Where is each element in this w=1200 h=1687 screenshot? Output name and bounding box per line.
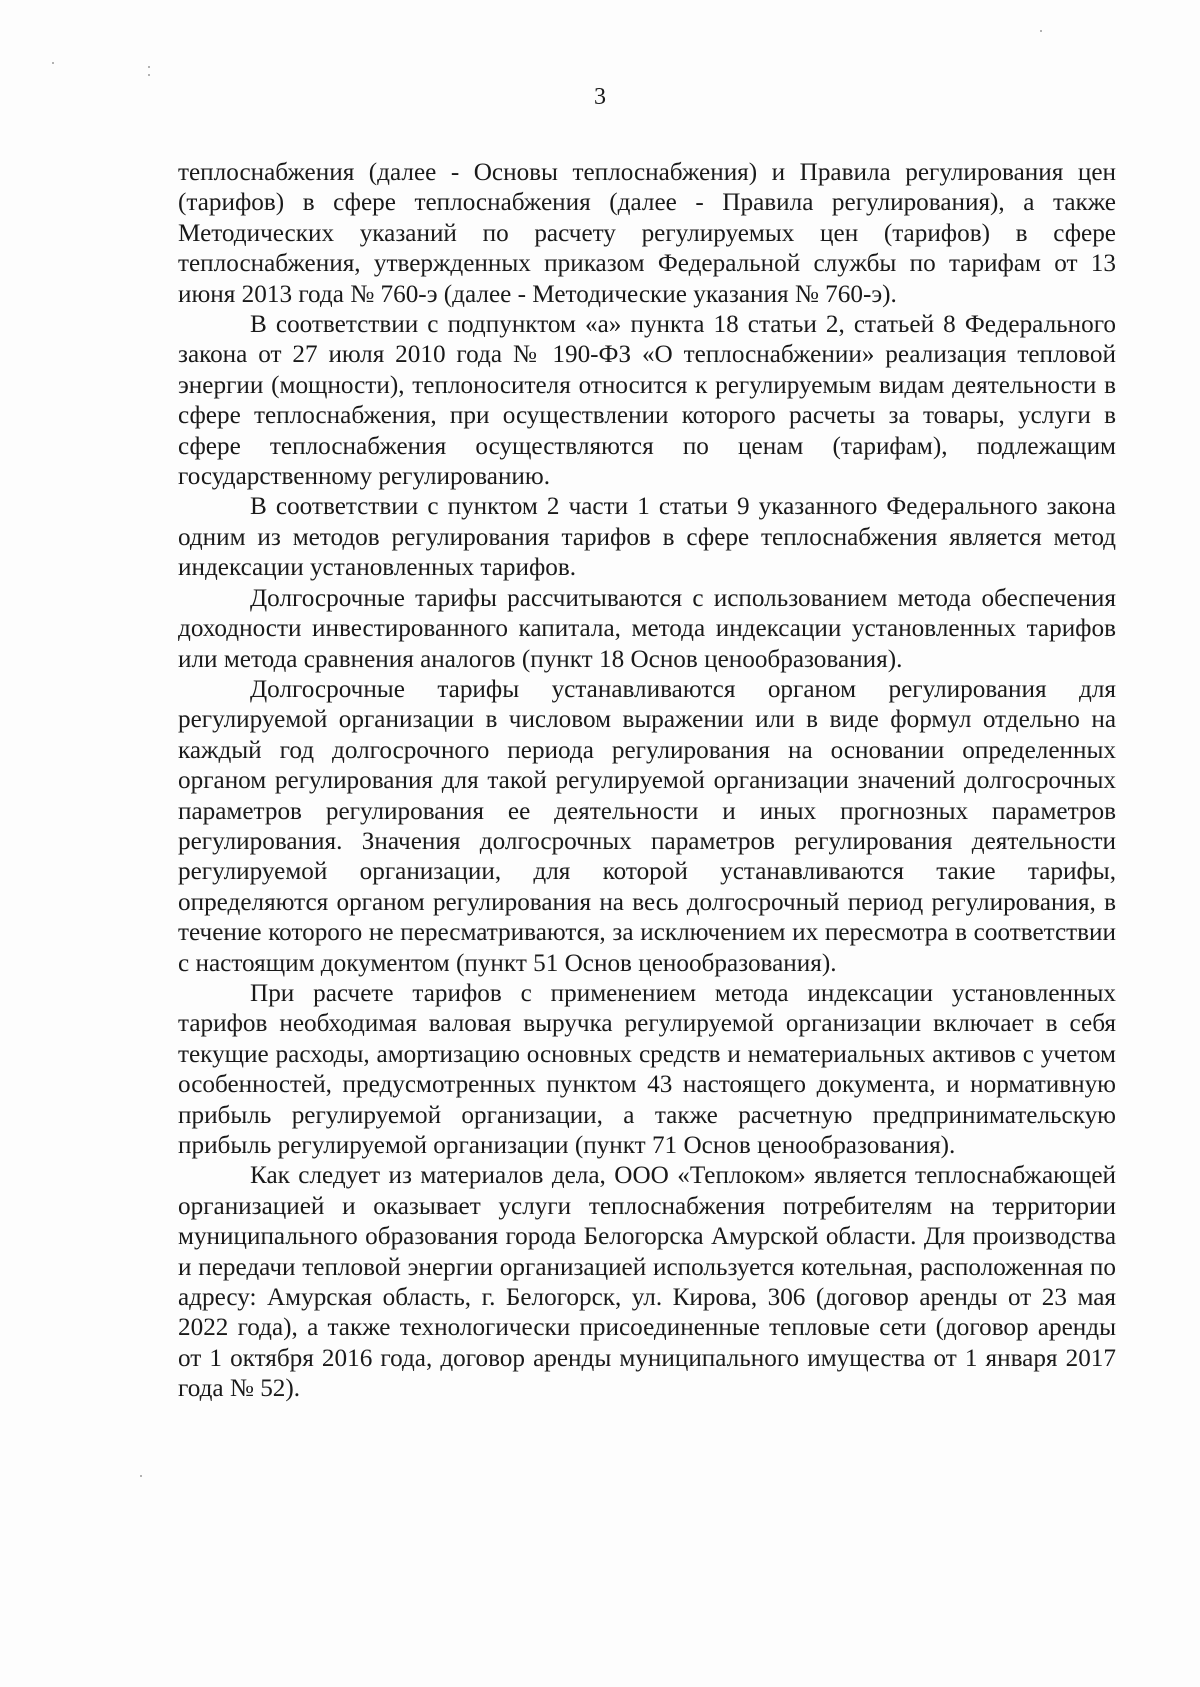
paragraph: При расчете тарифов с применением метода индексации установленных тарифов необходимая валовая выручка регулируемой организации включает в себя текущие расходы, амортизацию основных средств и нематериальных активов с учетом особенностей, предусмотренных пунктом 43 настоящего документа, и нормативную прибыль регулируемой организации, а также расчетную предпринимательскую прибыль регулируемой организации (пункт 71 Основ ценообразования). <box>178 979 1116 1159</box>
scan-speck <box>148 66 150 68</box>
paragraph: Как следует из материалов дела, ООО «Теплоком» является теплоснабжающей организацией и оказывает услуги теплоснабжения потребителям на территории муниципального образования города Белогорска Амурской области. Для производства и передачи тепловой энергии организацией используется котельная, расположенная по адресу: Амурская область, г. Белогорск, ул. Кирова, 306 (договор аренды от 23 мая 2022 года), а также технологически присоединенные тепловые сети (договор аренды от 1 октября 2016 года, договор аренды муниципального имущества от 1 января 2017 года № 52). <box>178 1162 1116 1403</box>
paragraph: теплоснабжения (далее - Основы теплоснабжения) и Правила регулирования цен (тарифов) в сфере теплоснабжения (далее - Правила регулирования), а также Методических указаний по расчету регулируемых цен (тарифов) в сфере теплоснабжения, утвержденных приказом Федеральной службы по тарифам от 13 июня 2013 года № 760-э (далее - Методические указания № 760-э). <box>178 159 1116 308</box>
scan-speck <box>52 62 54 64</box>
document-body <box>178 158 1116 1405</box>
scan-speck <box>148 74 150 76</box>
scan-speck <box>1040 30 1042 32</box>
page-number: 3 <box>594 84 606 110</box>
paragraph: Долгосрочные тарифы рассчитываются с использованием метода обеспечения доходности инвестированного капитала, метода индексации установленных тарифов или метода сравнения аналогов (пункт 18 Основ ценообразования). <box>178 584 1116 673</box>
scan-speck <box>140 1475 142 1477</box>
paragraph: Долгосрочные тарифы устанавливаются органом регулирования для регулируемой организации в числовом выражении или в виде формул отдельно на каждый год долгосрочного периода регулирования на основании определенных органом регулирования для такой регулируемой организации значений долгосрочных параметров регулирования ее деятельности и иных прогнозных параметров регулирования. Значения долгосрочных параметров регулирования деятельности регулируемой организации, для которой устанавливаются такие тарифы, определяются органом регулирования на весь долгосрочный период регулирования, в течение которого не пересматриваются, за исключением их пересмотра в соответствии с настоящим документом (пункт 51 Основ ценообразования). <box>178 675 1116 977</box>
paragraph: В соответствии с подпунктом «а» пункта 18 статьи 2, статьей 8 Федерального закона от 27 июля 2010 года № 190-ФЗ «О теплоснабжении» реализация тепловой энергии (мощности), теплоносителя относится к регулируемым видам деятельности в сфере теплоснабжения, при осуществлении которого расчеты за товары, услуги в сфере теплоснабжения осуществляются по ценам (тарифам), подлежащим государственному регулированию. <box>178 311 1116 491</box>
paragraph: В соответствии с пунктом 2 части 1 статьи 9 указанного Федерального закона одним из методов регулирования тарифов в сфере теплоснабжения является метод индексации установленных тарифов. <box>178 493 1116 582</box>
